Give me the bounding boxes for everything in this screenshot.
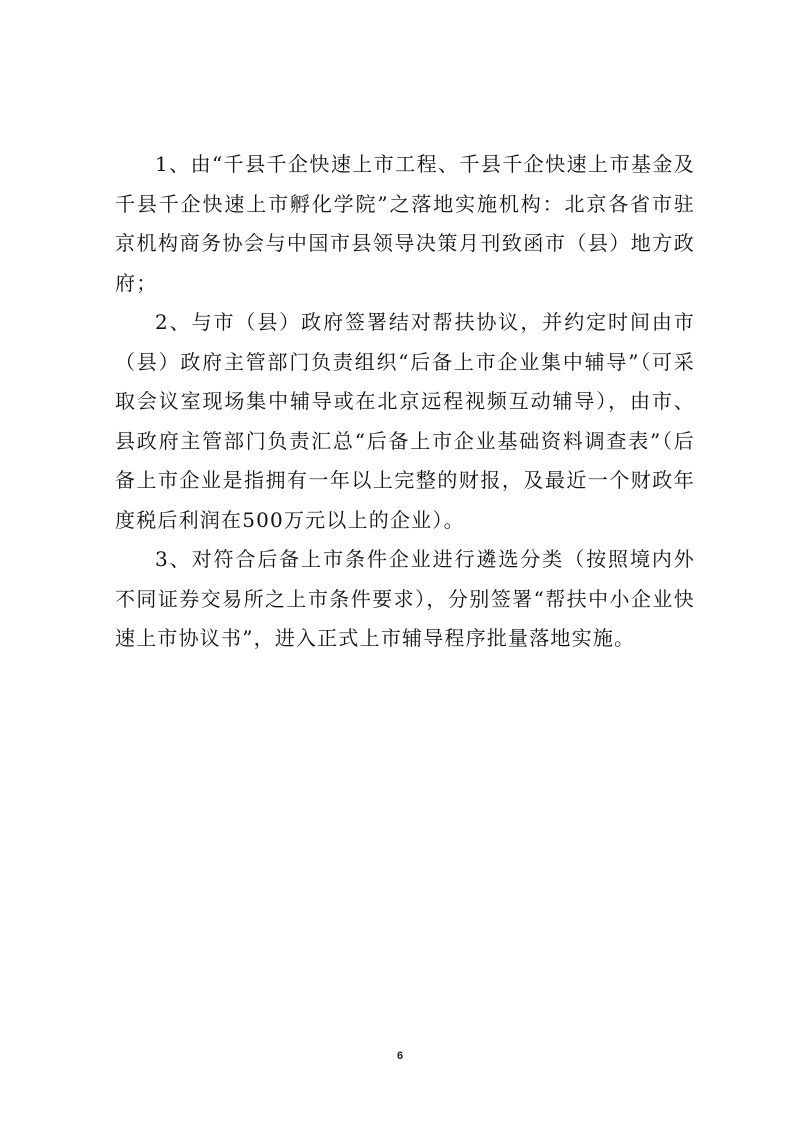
paragraph-step-1: 1、由“千县千企快速上市工程、千县千企快速上市基金及千县千企快速上市孵化学院”之落地实施机构：北京各省市驻京机构商务协会与中国市县领导决策月刊致函市（县）地方政府； (115, 152, 695, 295)
paragraph-step-2: 2、与市（县）政府签署结对帮扶协议，并约定时间由市（县）政府主管部门负责组织“后备上市企业集中辅导”（可采取会议室现场集中辅导或在北京远程视频互动辅导），由市、县政府主管部门负责汇总“后备上市企业基础资料调查表”（后备上市企业是指拥有一年以上完整的财报，及最近一个财政年度税后利润在500万元以上的企业）。 (115, 310, 695, 532)
page-number: 6 (396, 1050, 404, 1062)
paragraph-step-3: 3、对符合后备上市条件企业进行遴选分类（按照境内外不同证券交易所之上市条件要求），分别签署“帮扶中小企业快速上市协议书”，进入正式上市辅导程序批量落地实施。 (115, 547, 695, 650)
document-body (115, 145, 695, 659)
